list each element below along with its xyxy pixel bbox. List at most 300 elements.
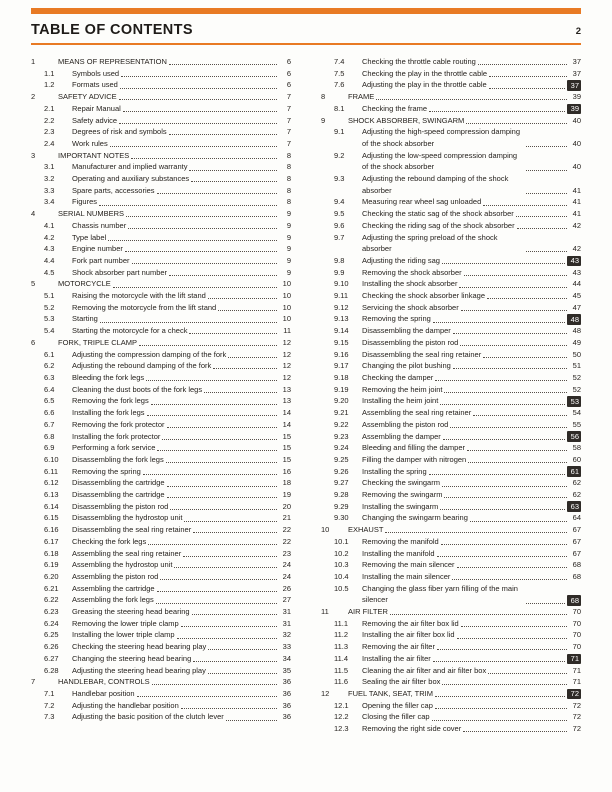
entry-number: 9.3 [334, 174, 345, 184]
entry-page: 42 [572, 220, 581, 230]
toc-entry-6.26[interactable] [31, 641, 291, 653]
entry-page: 9 [286, 255, 291, 265]
dot-leader [437, 649, 567, 650]
entry-title: Performing a fork service [72, 443, 156, 453]
entry-page: 62 [572, 490, 581, 500]
dot-leader [184, 521, 277, 522]
toc-entry-6.10[interactable] [31, 454, 291, 466]
toc-entry-9.16[interactable] [321, 349, 581, 361]
entry-title: Assembling the cartridge [72, 583, 155, 593]
accent-bar [31, 8, 581, 14]
entry-title: Formats used [72, 80, 118, 90]
entry-page: 10 [282, 291, 291, 301]
entry-page: 39 [567, 104, 581, 115]
entry-title: Disassembling the seal ring retainer [72, 525, 192, 535]
toc-entry-6.12[interactable] [31, 477, 291, 489]
entry-number: 9.28 [334, 490, 349, 500]
entry-title: Checking the damper [362, 372, 434, 382]
toc-entry-6.18[interactable] [31, 548, 291, 560]
toc-entry-6.1[interactable] [31, 349, 291, 361]
dot-leader [440, 404, 565, 405]
toc-entry-10.1[interactable] [321, 536, 581, 548]
toc-entry-6.13[interactable] [31, 489, 291, 501]
dot-leader [208, 298, 277, 299]
entry-number: 9.9 [334, 267, 345, 277]
dot-leader [489, 76, 567, 77]
entry-page: 6 [286, 68, 291, 78]
entry-title: Checking the fork legs [72, 536, 147, 546]
toc-entry-6.15[interactable] [31, 512, 291, 524]
dot-leader [128, 228, 277, 229]
toc-entry-9.8[interactable] [321, 255, 581, 267]
entry-number: 3.2 [44, 174, 55, 184]
entry-page: 72 [572, 700, 581, 710]
toc-entry-4.4[interactable] [31, 255, 291, 267]
toc-entry-6.27[interactable] [31, 653, 291, 665]
entry-title: Starting the motorcycle for a check [72, 326, 188, 336]
entry-number: 9.10 [334, 279, 349, 289]
toc-entry-3.2[interactable] [31, 173, 291, 185]
entry-number: 9.15 [334, 337, 349, 347]
page-header [31, 22, 581, 38]
toc-entry-10.5[interactable] [321, 583, 581, 606]
entry-page: 70 [572, 607, 581, 617]
toc-entry-11[interactable] [321, 606, 581, 618]
entry-number: 1 [31, 57, 36, 66]
toc-entry-9.13[interactable] [321, 313, 581, 325]
entry-page: 10 [282, 302, 291, 312]
toc-entry-9.3[interactable] [321, 173, 581, 196]
entry-page: 10 [282, 279, 291, 289]
entry-title: Removing the heim joint [362, 384, 443, 394]
entry-number: 6.19 [44, 560, 59, 570]
entry-page: 23 [282, 548, 291, 558]
dot-leader [174, 567, 277, 568]
entry-number: 6.26 [44, 642, 59, 652]
entry-title: Greasing the steering head bearing [72, 607, 190, 617]
toc-entry-11.6[interactable] [321, 676, 581, 688]
toc-entry-3[interactable] [31, 150, 291, 162]
dot-leader [99, 205, 277, 206]
entry-page: 12 [282, 361, 291, 371]
entry-number: 5.4 [44, 326, 55, 336]
toc-entry-7.2[interactable] [31, 700, 291, 712]
entry-number: 9.26 [334, 466, 349, 476]
entry-title: Checking the static sag of the shock absorber [362, 209, 514, 219]
entry-title: HANDLEBAR, CONTROLS [58, 677, 150, 687]
toc-entry-9.14[interactable] [321, 325, 581, 337]
toc-entry-2.1[interactable] [31, 103, 291, 115]
toc-entry-9.23[interactable] [321, 431, 581, 443]
entry-title: Handlebar position [72, 688, 135, 698]
dot-leader [208, 673, 277, 674]
toc-columns [31, 56, 581, 735]
toc-entry-6.14[interactable] [31, 501, 291, 513]
entry-number: 4.3 [44, 244, 55, 254]
toc-entry-9.15[interactable] [321, 337, 581, 349]
toc-entry-6[interactable] [31, 337, 291, 349]
dot-leader [453, 333, 567, 334]
toc-entry-9.24[interactable] [321, 442, 581, 454]
toc-entry-5.2[interactable] [31, 302, 291, 314]
toc-entry-9.17[interactable] [321, 360, 581, 372]
entry-title: Checking the riding sag of the shock absorber [362, 220, 515, 230]
entry-title: Disassembling the piston rod [72, 501, 169, 511]
entry-title: Opening the filler cap [362, 700, 433, 710]
entry-page: 55 [572, 419, 581, 429]
entry-number: 6.11 [44, 466, 59, 476]
toc-entry-10.4[interactable] [321, 571, 581, 583]
toc-entry-1.2[interactable] [31, 79, 291, 91]
entry-page: 19 [282, 490, 291, 500]
toc-entry-9.26[interactable] [321, 466, 581, 478]
toc-entry-3.1[interactable] [31, 161, 291, 173]
dot-leader [390, 614, 567, 615]
entry-page: 43 [567, 256, 581, 267]
entry-page: 44 [572, 279, 581, 289]
entry-title: Measuring rear wheel sag unloaded [362, 197, 482, 207]
toc-entry-12[interactable] [321, 688, 581, 700]
toc-entry-6.3[interactable] [31, 372, 291, 384]
dot-leader [147, 415, 277, 416]
entry-page: 40 [572, 115, 581, 125]
dot-leader [123, 111, 277, 112]
entry-page: 70 [572, 630, 581, 640]
toc-entry-5[interactable] [31, 278, 291, 290]
entry-title: Adjusting the riding sag [362, 255, 440, 265]
header-rule [31, 43, 581, 45]
toc-entry-6.8[interactable] [31, 431, 291, 443]
entry-page: 9 [286, 267, 291, 277]
toc-entry-6.2[interactable] [31, 360, 291, 372]
toc-entry-5.4[interactable] [31, 325, 291, 337]
dot-leader [488, 673, 567, 674]
toc-entry-9.30[interactable] [321, 512, 581, 524]
toc-entry-6.9[interactable] [31, 442, 291, 454]
entry-number: 9.11 [334, 291, 349, 301]
dot-leader [526, 603, 565, 604]
dot-leader [435, 380, 567, 381]
entry-number: 11.5 [334, 665, 349, 675]
entry-number: 4 [31, 209, 36, 219]
entry-page: 41 [572, 209, 581, 219]
entry-page: 64 [572, 513, 581, 523]
toc-entry-9.21[interactable] [321, 407, 581, 419]
entry-title: Installing the fork legs [72, 408, 145, 418]
entry-title: Cleaning the air filter and air filter box [362, 665, 487, 675]
toc-entry-12.2[interactable] [321, 711, 581, 723]
entry-number: 7 [31, 677, 36, 687]
toc-entry-9.5[interactable] [321, 208, 581, 220]
toc-entry-3.3[interactable] [31, 185, 291, 197]
entry-page: 12 [282, 349, 291, 359]
entry-number: 6.10 [44, 454, 59, 464]
toc-entry-7.5[interactable] [321, 68, 581, 80]
dot-leader [139, 345, 277, 346]
dot-leader [461, 310, 567, 311]
toc-entry-6.20[interactable] [31, 571, 291, 583]
entry-title: Removing the fork protector [72, 419, 165, 429]
entry-number: 10.2 [334, 548, 349, 558]
dot-leader [376, 99, 567, 100]
entry-title: Servicing the shock absorber [362, 302, 459, 312]
toc-entry-7[interactable] [31, 676, 291, 688]
entry-page: 58 [572, 443, 581, 453]
entry-number: 9.12 [334, 302, 349, 312]
toc-entry-7.6[interactable] [321, 79, 581, 91]
entry-page: 72 [567, 689, 581, 700]
toc-entry-4.5[interactable] [31, 267, 291, 279]
dot-leader [483, 205, 567, 206]
toc-entry-7.3[interactable] [31, 711, 291, 723]
entry-title: Adjusting the steering head bearing play [72, 665, 206, 675]
entry-title: Checking the frame [362, 103, 428, 113]
entry-page: 52 [572, 384, 581, 394]
dot-leader [453, 368, 567, 369]
dot-leader [169, 64, 277, 65]
dot-leader [193, 532, 277, 533]
dot-leader [483, 357, 567, 358]
toc-entry-10.2[interactable] [321, 548, 581, 560]
toc-entry-6.7[interactable] [31, 419, 291, 431]
toc-entry-7.1[interactable] [31, 688, 291, 700]
entry-number: 5 [31, 279, 36, 289]
entry-number: 6.25 [44, 630, 59, 640]
entry-page: 9 [286, 244, 291, 254]
entry-title: Checking the throttle cable routing [362, 57, 476, 66]
toc-entry-9.9[interactable] [321, 267, 581, 279]
toc-entry-6.17[interactable] [31, 536, 291, 548]
entry-number: 9.22 [334, 419, 349, 429]
entry-page: 15 [282, 443, 291, 453]
toc-entry-12.3[interactable] [321, 723, 581, 735]
entry-page: 36 [282, 700, 291, 710]
entry-title: Removing the lower triple clamp [72, 618, 179, 628]
toc-entry-9.20[interactable] [321, 395, 581, 407]
toc-entry-10.3[interactable] [321, 559, 581, 571]
toc-entry-6.23[interactable] [31, 606, 291, 618]
entry-title: Adjusting the rebound damping of the shock absorber [362, 174, 509, 195]
entry-title: Disassembling the piston rod [362, 337, 459, 347]
entry-page: 7 [286, 115, 291, 125]
entry-title: SERIAL NUMBERS [58, 209, 124, 219]
entry-number: 10.3 [334, 560, 349, 570]
entry-number: 6.2 [44, 361, 55, 371]
dot-leader [460, 345, 567, 346]
toc-entry-4.2[interactable] [31, 232, 291, 244]
entry-number: 9.17 [334, 361, 349, 371]
toc-entry-5.3[interactable] [31, 313, 291, 325]
entry-page: 54 [572, 408, 581, 418]
entry-number: 9.1 [334, 127, 345, 137]
entry-number: 8 [321, 92, 326, 102]
entry-number: 3.3 [44, 185, 55, 195]
entry-page: 36 [282, 688, 291, 698]
toc-entry-9.1[interactable] [321, 126, 581, 149]
toc-entry-1[interactable] [31, 56, 291, 68]
entry-title: Checking the swingarm [362, 478, 440, 488]
entry-number: 10.1 [334, 536, 349, 546]
entry-page: 70 [572, 618, 581, 628]
entry-page: 15 [282, 431, 291, 441]
entry-page: 72 [572, 724, 581, 734]
dot-leader [151, 404, 277, 405]
toc-entry-9.18[interactable] [321, 372, 581, 384]
entry-number: 9.7 [334, 232, 345, 242]
toc-entry-9.4[interactable] [321, 196, 581, 208]
entry-title: EXHAUST [348, 525, 384, 535]
toc-entry-9.22[interactable] [321, 419, 581, 431]
dot-leader [166, 462, 277, 463]
dot-leader [442, 486, 567, 487]
entry-page: 9 [286, 232, 291, 242]
entry-page: 35 [282, 665, 291, 675]
toc-entry-2[interactable] [31, 91, 291, 103]
dot-leader [443, 439, 565, 440]
toc-entry-3.4[interactable] [31, 196, 291, 208]
entry-page: 22 [282, 525, 291, 535]
toc-entry-9.7[interactable] [321, 232, 581, 255]
toc-entry-9.28[interactable] [321, 489, 581, 501]
entry-title: Bleeding and filling the damper [362, 443, 465, 453]
page-number: 2 [575, 26, 581, 37]
toc-entry-9[interactable] [321, 115, 581, 127]
entry-number: 5.2 [44, 302, 55, 312]
entry-page: 27 [282, 595, 291, 605]
entry-number: 11.6 [334, 677, 349, 687]
toc-entry-6.11[interactable] [31, 466, 291, 478]
toc-entry-6.19[interactable] [31, 559, 291, 571]
entry-page: 40 [572, 138, 581, 148]
entry-title: Installing the manifold [362, 548, 435, 558]
entry-number: 6 [31, 337, 36, 347]
entry-page: 41 [572, 197, 581, 207]
toc-entry-9.25[interactable] [321, 454, 581, 466]
dot-leader [467, 450, 567, 451]
entry-page: 47 [572, 302, 581, 312]
entry-page: 71 [572, 665, 581, 675]
dot-leader [444, 392, 567, 393]
entry-title: Assembling the damper [362, 431, 441, 441]
toc-entry-6.25[interactable] [31, 629, 291, 641]
entry-number: 6.3 [44, 372, 55, 382]
entry-number: 9.16 [334, 349, 349, 359]
entry-number: 6.9 [44, 443, 55, 453]
toc-entry-11.4[interactable] [321, 653, 581, 665]
toc-entry-2.2[interactable] [31, 115, 291, 127]
toc-entry-11.3[interactable] [321, 641, 581, 653]
toc-entry-2.4[interactable] [31, 138, 291, 150]
toc-entry-6.22[interactable] [31, 594, 291, 606]
toc-entry-6.21[interactable] [31, 583, 291, 595]
entry-number: 9.23 [334, 431, 349, 441]
entry-title: Checking the shock absorber linkage [362, 291, 485, 301]
entry-title: Disassembling the cartridge [72, 490, 165, 500]
toc-entry-10[interactable] [321, 524, 581, 536]
dot-leader [108, 240, 277, 241]
entry-number: 6.12 [44, 478, 59, 488]
toc-entry-5.1[interactable] [31, 290, 291, 302]
entry-title: Disassembling the fork legs [72, 454, 164, 464]
toc-entry-6.24[interactable] [31, 618, 291, 630]
toc-entry-4[interactable] [31, 208, 291, 220]
toc-entry-11.1[interactable] [321, 618, 581, 630]
entry-number: 10.5 [334, 583, 349, 593]
toc-column-left [31, 56, 291, 735]
toc-entry-9.12[interactable] [321, 302, 581, 314]
entry-title: Removing the spring [72, 466, 141, 476]
entry-title: Installing the air filter [362, 653, 431, 663]
entry-number: 9.30 [334, 513, 349, 523]
toc-entry-4.3[interactable] [31, 243, 291, 255]
dot-leader [170, 509, 277, 510]
entry-page: 72 [572, 712, 581, 722]
dot-leader [442, 684, 567, 685]
entry-number: 3 [31, 150, 36, 160]
entry-page: 63 [567, 501, 581, 512]
toc-entry-9.11[interactable] [321, 290, 581, 302]
dot-leader [193, 661, 277, 662]
entry-title: Removing the air filter [362, 642, 435, 652]
entry-number: 9.5 [334, 209, 345, 219]
toc-entry-6.4[interactable] [31, 384, 291, 396]
entry-number: 2.4 [44, 138, 55, 148]
toc-entry-8[interactable] [321, 91, 581, 103]
entry-page: 20 [282, 501, 291, 511]
entry-title: Removing the right side cover [362, 724, 462, 734]
entry-page: 39 [572, 92, 581, 102]
entry-page: 37 [572, 68, 581, 78]
dot-leader [157, 591, 277, 592]
entry-page: 14 [282, 408, 291, 418]
entry-page: 9 [286, 220, 291, 230]
toc-entry-11.5[interactable] [321, 665, 581, 677]
toc-entry-9.10[interactable] [321, 278, 581, 290]
entry-title: Adjusting the spring preload of the shock absorber [362, 232, 498, 254]
dot-leader [110, 146, 277, 147]
toc-entry-1.1[interactable] [31, 68, 291, 80]
toc-entry-9.6[interactable] [321, 220, 581, 232]
entry-page: 12 [282, 337, 291, 347]
entry-number: 6.18 [44, 548, 59, 558]
entry-page: 8 [286, 174, 291, 184]
entry-number: 6.6 [44, 408, 55, 418]
toc-entry-6.6[interactable] [31, 407, 291, 419]
dot-leader [470, 521, 567, 522]
toc-entry-9.27[interactable] [321, 477, 581, 489]
toc-entry-12.1[interactable] [321, 700, 581, 712]
toc-entry-6.16[interactable] [31, 524, 291, 536]
entry-page: 7 [286, 103, 291, 113]
entry-title: Installing the lower triple clamp [72, 630, 175, 640]
toc-entry-2.3[interactable] [31, 126, 291, 138]
dot-leader [517, 228, 567, 229]
toc-entry-4.1[interactable] [31, 220, 291, 232]
toc-entry-9.29[interactable] [321, 501, 581, 513]
toc-entry-7.4[interactable] [321, 56, 581, 68]
dot-leader [167, 497, 277, 498]
toc-entry-8.1[interactable] [321, 103, 581, 115]
entry-number: 9 [321, 115, 326, 125]
dot-leader [441, 544, 567, 545]
entry-title: Symbols used [72, 68, 120, 78]
toc-entry-6.5[interactable] [31, 395, 291, 407]
toc-entry-11.2[interactable] [321, 629, 581, 641]
dot-leader [450, 427, 567, 428]
toc-entry-9.19[interactable] [321, 384, 581, 396]
toc-entry-9.2[interactable] [321, 150, 581, 173]
toc-entry-6.28[interactable] [31, 665, 291, 677]
